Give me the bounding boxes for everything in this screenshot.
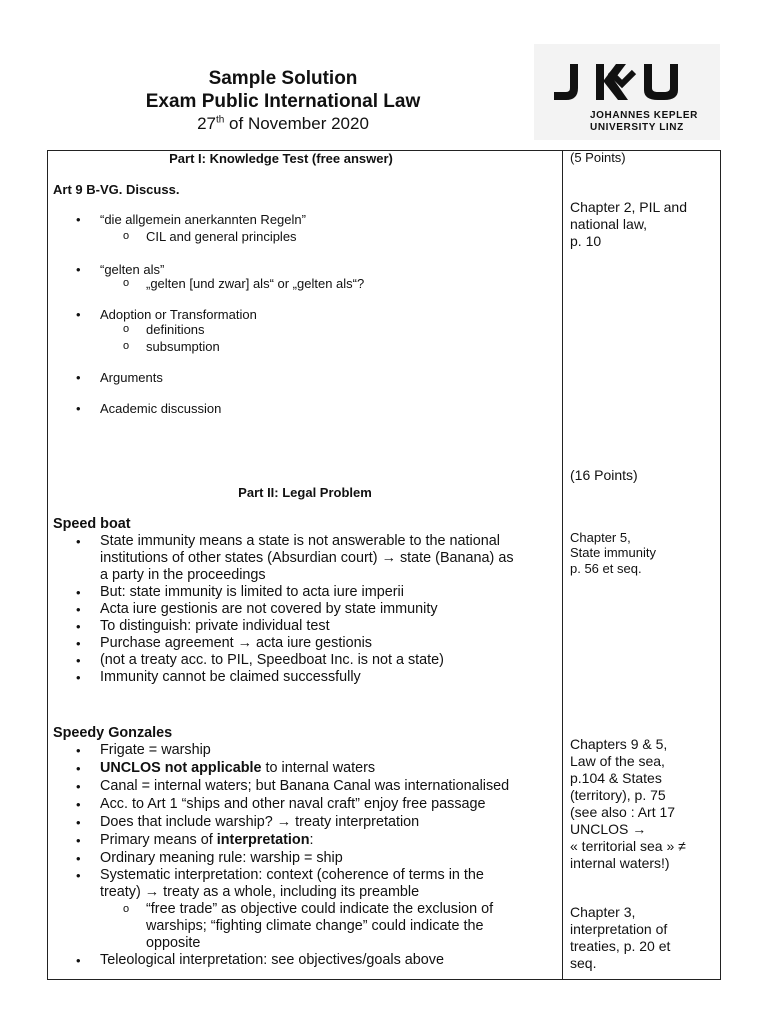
bullet: • xyxy=(76,670,81,685)
gonzales-b5 xyxy=(100,814,419,831)
speedboat-b7: Immunity cannot be claimed successfully xyxy=(100,669,361,685)
gonzales-ref1-line1: Chapters 9 & 5, xyxy=(570,736,668,752)
speedboat-b1-line3: a party in the proceedings xyxy=(100,567,266,583)
gonzales-ref1-line2: Law of the sea, xyxy=(570,753,665,769)
bullet: • xyxy=(76,619,81,634)
bullet: • xyxy=(76,779,81,794)
sub-bullet: o xyxy=(123,340,130,352)
part1-heading: Part I: Knowledge Test (free answer) xyxy=(169,151,393,166)
bullet: • xyxy=(76,602,81,617)
gonzales-b1: Frigate = warship xyxy=(100,742,211,758)
bullet: • xyxy=(76,401,81,416)
gonzales-b6-text-b: : xyxy=(309,832,314,848)
gonzales-ref1-line8: internal waters!) xyxy=(570,855,670,871)
speedboat-b5-text-b: acta iure gestionis xyxy=(251,635,372,651)
gonzales-ref2-line4: seq. xyxy=(570,955,597,971)
gonzales-b9: Teleological interpretation: see objectives/goals above xyxy=(100,952,444,968)
part1-ref-line3: p. 10 xyxy=(570,233,602,249)
jku-logo-mark xyxy=(552,62,702,102)
gonzales-b6 xyxy=(100,832,314,849)
gonzales-ref1-text: UNCLOS xyxy=(570,821,633,837)
part1-bullet2: “gelten als” xyxy=(100,262,165,277)
gonzales-ref1-line5: (see also : Art 17 xyxy=(570,804,676,820)
part1-ref-line1: Chapter 2, PIL and xyxy=(570,199,688,215)
bullet: • xyxy=(76,868,81,883)
gonzales-ref1-line6 xyxy=(570,821,646,838)
arrow-icon: → xyxy=(381,550,396,566)
bullet: • xyxy=(76,636,81,651)
speedboat-ref-line1: Chapter 5, xyxy=(570,530,631,545)
arrow-icon: → xyxy=(276,814,292,830)
speedboat-b1-text-a: institutions of other states (Absurdian court) xyxy=(100,550,382,566)
logo-text-line2: UNIVERSITY LINZ xyxy=(590,122,684,133)
bullet: • xyxy=(76,212,81,227)
part1-bullet3-sub1: definitions xyxy=(146,322,205,337)
speedboat-b1-line2 xyxy=(100,550,514,567)
part1-bullet1-sub1: CIL and general principles xyxy=(146,229,297,244)
bullet: • xyxy=(76,534,81,549)
part1-bullet1: “die allgemein anerkannten Regeln” xyxy=(100,212,306,227)
gonzales-b6-bold: interpretation xyxy=(216,832,310,848)
exam-date xyxy=(0,114,566,134)
sub-bullet: o xyxy=(123,277,130,289)
arrow-icon: → xyxy=(237,635,252,651)
speedboat-heading: Speed boat xyxy=(53,516,131,532)
gonzales-b6-text-a: Primary means of xyxy=(100,832,217,848)
part1-bullet4: Arguments xyxy=(100,370,163,385)
bullet: • xyxy=(76,833,81,848)
part2-points: (16 Points) xyxy=(570,467,638,483)
jku-logo xyxy=(534,44,720,140)
title-line-2: Exam Public International Law xyxy=(145,91,421,112)
title-line-1: Sample Solution xyxy=(208,68,358,89)
arrow-icon: → xyxy=(632,821,647,837)
bullet: • xyxy=(76,262,81,277)
gonzales-sub1-line2: warships; “fighting climate change” could indicate the xyxy=(146,918,484,934)
bullet: • xyxy=(76,761,81,776)
speedboat-b1-text-b: state (Banana) as xyxy=(395,550,514,566)
gonzales-heading: Speedy Gonzales xyxy=(53,725,173,741)
logo-text-line1: JOHANNES KEPLER xyxy=(590,110,698,121)
gonzales-ref1-line4: (territory), p. 75 xyxy=(570,787,666,803)
column-divider xyxy=(562,150,563,980)
arrow-icon: → xyxy=(144,884,160,900)
sub-bullet: o xyxy=(123,903,130,915)
speedboat-b5-text-a: Purchase agreement xyxy=(100,635,238,651)
part1-bullet3-sub2: subsumption xyxy=(146,339,220,354)
gonzales-b8-line2 xyxy=(100,884,419,901)
part1-bullet5: Academic discussion xyxy=(100,401,222,416)
speedboat-b2: But: state immunity is limited to acta iure imperii xyxy=(100,584,404,600)
gonzales-ref2-line2: interpretation of xyxy=(570,921,668,937)
date-rest: of November 2020 xyxy=(224,114,369,133)
gonzales-ref1-line3: p.104 & States xyxy=(570,770,662,786)
bullet: • xyxy=(76,815,81,830)
gonzales-ref2-line1: Chapter 3, xyxy=(570,904,636,920)
sub-bullet: o xyxy=(123,323,130,335)
bullet: • xyxy=(76,851,81,866)
part1-points: (5 Points) xyxy=(570,150,626,165)
speedboat-b4: To distinguish: private individual test xyxy=(100,618,330,634)
speedboat-ref-line3: p. 56 et seq. xyxy=(570,561,642,576)
gonzales-b8-line1: Systematic interpretation: context (coherence of terms in the xyxy=(100,867,484,883)
speedboat-b3: Acta iure gestionis are not covered by state immunity xyxy=(100,601,438,617)
gonzales-b8-text-a: treaty) xyxy=(100,884,145,900)
gonzales-b7: Ordinary meaning rule: warship = ship xyxy=(100,850,343,866)
bullet: • xyxy=(76,653,81,668)
gonzales-ref2-line3: treaties, p. 20 et xyxy=(570,938,671,954)
speedboat-ref-line2: State immunity xyxy=(570,545,656,560)
part1-bullet2-sub1: „gelten [und zwar] als“ or „gelten als“? xyxy=(146,276,365,291)
gonzales-b4: Acc. to Art 1 “ships and other naval craft” enjoy free passage xyxy=(100,796,486,812)
speedboat-b1-line1: State immunity means a state is not answerable to the national xyxy=(100,533,500,549)
part1-bullet3: Adoption or Transformation xyxy=(100,307,257,322)
gonzales-sub1-line3: opposite xyxy=(146,935,201,951)
part2-heading: Part II: Legal Problem xyxy=(238,485,372,500)
gonzales-b8-text-b: treaty as a whole, including its preamble xyxy=(159,884,420,900)
gonzales-b2-bold: UNCLOS not applicable xyxy=(100,760,262,776)
date-day: 27 xyxy=(197,114,216,133)
gonzales-ref1-line7: « territorial sea » ≠ xyxy=(570,838,686,854)
gonzales-b3: Canal = internal waters; but Banana Canal was internationalised xyxy=(100,778,510,794)
part1-ref-line2: national law, xyxy=(570,216,648,232)
gonzales-b2-rest: to internal waters xyxy=(261,760,376,776)
part1-question: Art 9 B-VG. Discuss. xyxy=(53,182,180,197)
bullet: • xyxy=(76,743,81,758)
bullet: • xyxy=(76,370,81,385)
gonzales-b5-text-b: treaty interpretation xyxy=(291,814,420,830)
speedboat-b5 xyxy=(100,635,372,652)
gonzales-b2 xyxy=(100,760,375,777)
speedboat-b6: (not a treaty acc. to PIL, Speedboat Inc. is not a state) xyxy=(100,652,444,668)
date-suffix: th xyxy=(215,114,225,126)
gonzales-b5-text-a: Does that include warship? xyxy=(100,814,277,830)
bullet: • xyxy=(76,797,81,812)
sub-bullet: o xyxy=(123,230,130,242)
bullet: • xyxy=(76,953,81,968)
bullet: • xyxy=(76,307,81,322)
bullet: • xyxy=(76,585,81,600)
gonzales-sub1-line1: “free trade” as objective could indicate the exclusion of xyxy=(146,901,494,917)
